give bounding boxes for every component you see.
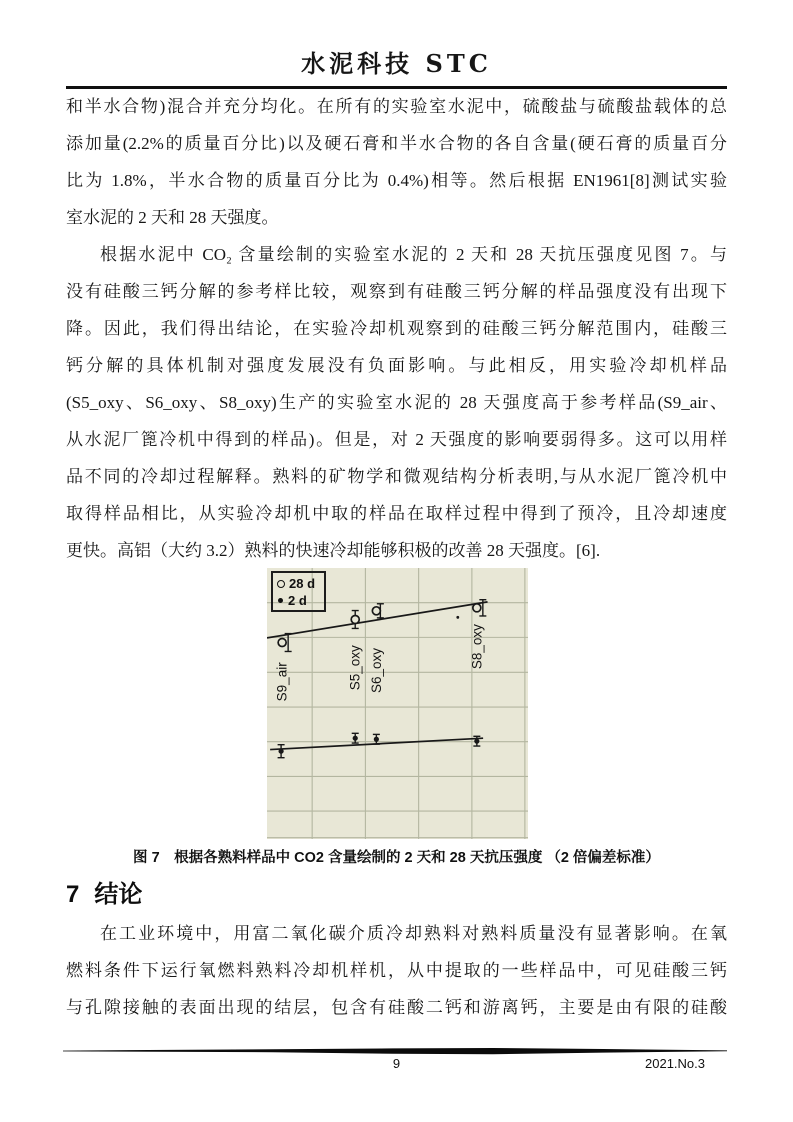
sample-label-S8_oxy: S8_oxy xyxy=(469,624,485,670)
sample-label-S9_air: S9_air xyxy=(274,662,290,702)
text-line: 在工业环境中，用富二氧化碳介质冷却熟料对熟料质量没有显著影响。在氧 xyxy=(100,924,727,943)
sample-label-S5_oxy: S5_oxy xyxy=(347,645,363,691)
text-line: 燃料条件下运行氧燃料熟料冷却机样机，从中提取的一些样品中，可见硅酸三钙 xyxy=(66,961,727,980)
data-point-28d-S8_oxy xyxy=(473,604,481,612)
data-point-28d-S6_oxy xyxy=(372,607,380,615)
journal-header-title: 水泥科技 STC xyxy=(301,49,492,78)
section-title: 结论 xyxy=(94,881,143,908)
data-point-28d-S5_oxy xyxy=(351,615,359,623)
legend-entry-2d xyxy=(277,592,321,609)
text-line: 从水泥厂篦冷机中得到的样品)。但是，对 2 天强度的影响要弱得多。这可以用样 xyxy=(66,430,727,449)
sample-label-S6_oxy: S6_oxy xyxy=(368,647,384,693)
text-line: 比为 1.8%，半水合物的质量百分比为 0.4%)相等。然后根据 EN1961[8]测试实验 xyxy=(66,171,727,190)
data-point-2d-S8_oxy xyxy=(474,739,479,744)
body-text-block xyxy=(66,915,727,1026)
data-point-2d-S5_oxy xyxy=(353,736,358,741)
section-number: 7 xyxy=(66,881,80,908)
page-number: 9 xyxy=(392,1056,401,1071)
plot-legend xyxy=(271,571,326,612)
text-line: 与孔隙接触的表面出现的结层，包含有硅酸二钙和游离钙，主要是由有限的硅酸 xyxy=(66,998,727,1017)
text-line: 钙分解的具体机制对强度发展没有负面影响。与此相反，用实验冷却机样品 xyxy=(66,356,727,375)
figure-caption: 图 7 根据各熟料样品中 CO2 含量绘制的 2 天和 28 天抗压强度 （2 倍偏差标准） xyxy=(133,850,660,866)
open-circle-marker-icon xyxy=(277,580,285,588)
filled-dot-marker-icon xyxy=(278,598,283,603)
text-line: 添加量(2.2%的质量百分比)以及硬石膏和半水合物的各自含量(硬石膏的质量百分 xyxy=(66,134,727,153)
text-line: 降。因此，我们得出结论，在实验冷却机观察到的硅酸三钙分解范围内，硅酸三 xyxy=(66,319,727,338)
data-point-2d-S9_air xyxy=(278,749,283,754)
text-line: 品不同的冷却过程解释。熟料的矿物学和微观结构分析表明,与从水泥厂篦冷机中 xyxy=(66,467,727,486)
issue-number: 2021.No.3 xyxy=(645,1056,705,1071)
figure-7-strength-vs-co2-chart xyxy=(267,568,528,839)
text-line: 取得样品相比，从实验冷却机中取的样品在取样过程中得到了预冷，且冷却速度 xyxy=(66,504,727,523)
data-point-28d-S9_air xyxy=(278,639,286,647)
scan-speck xyxy=(456,616,459,619)
text-line: 更快。高铝（大约 3.2）熟料的快速冷却能够积极的改善 28 天强度。[6]. xyxy=(66,541,601,560)
text-line: 和半水合物)混合并充分均化。在所有的实验室水泥中，硫酸盐与硫酸盐载体的总 xyxy=(66,97,727,116)
text-line: 根据水泥中 CO₂ 含量绘制的实验室水泥的 2 天和 28 天抗压强度见图 7。与 xyxy=(100,245,727,264)
footer-divider xyxy=(63,1048,727,1056)
legend-label: 2 d xyxy=(288,593,307,608)
text-line: 没有硅酸三钙分解的参考样比较，观察到有硅酸三钙分解的样品强度没有出现下 xyxy=(66,282,727,301)
body-text-block xyxy=(66,88,727,569)
data-point-2d-S6_oxy xyxy=(374,737,379,742)
text-line: (S5_oxy、S6_oxy、S8_oxy)生产的实验室水泥的 28 天强度高于参考样品(S9_air、 xyxy=(66,393,727,412)
legend-label: 28 d xyxy=(289,576,316,591)
text-line: 室水泥的 2 天和 28 天强度。 xyxy=(66,208,279,227)
legend-entry-28d xyxy=(277,575,321,592)
section-heading-conclusion xyxy=(66,874,142,909)
